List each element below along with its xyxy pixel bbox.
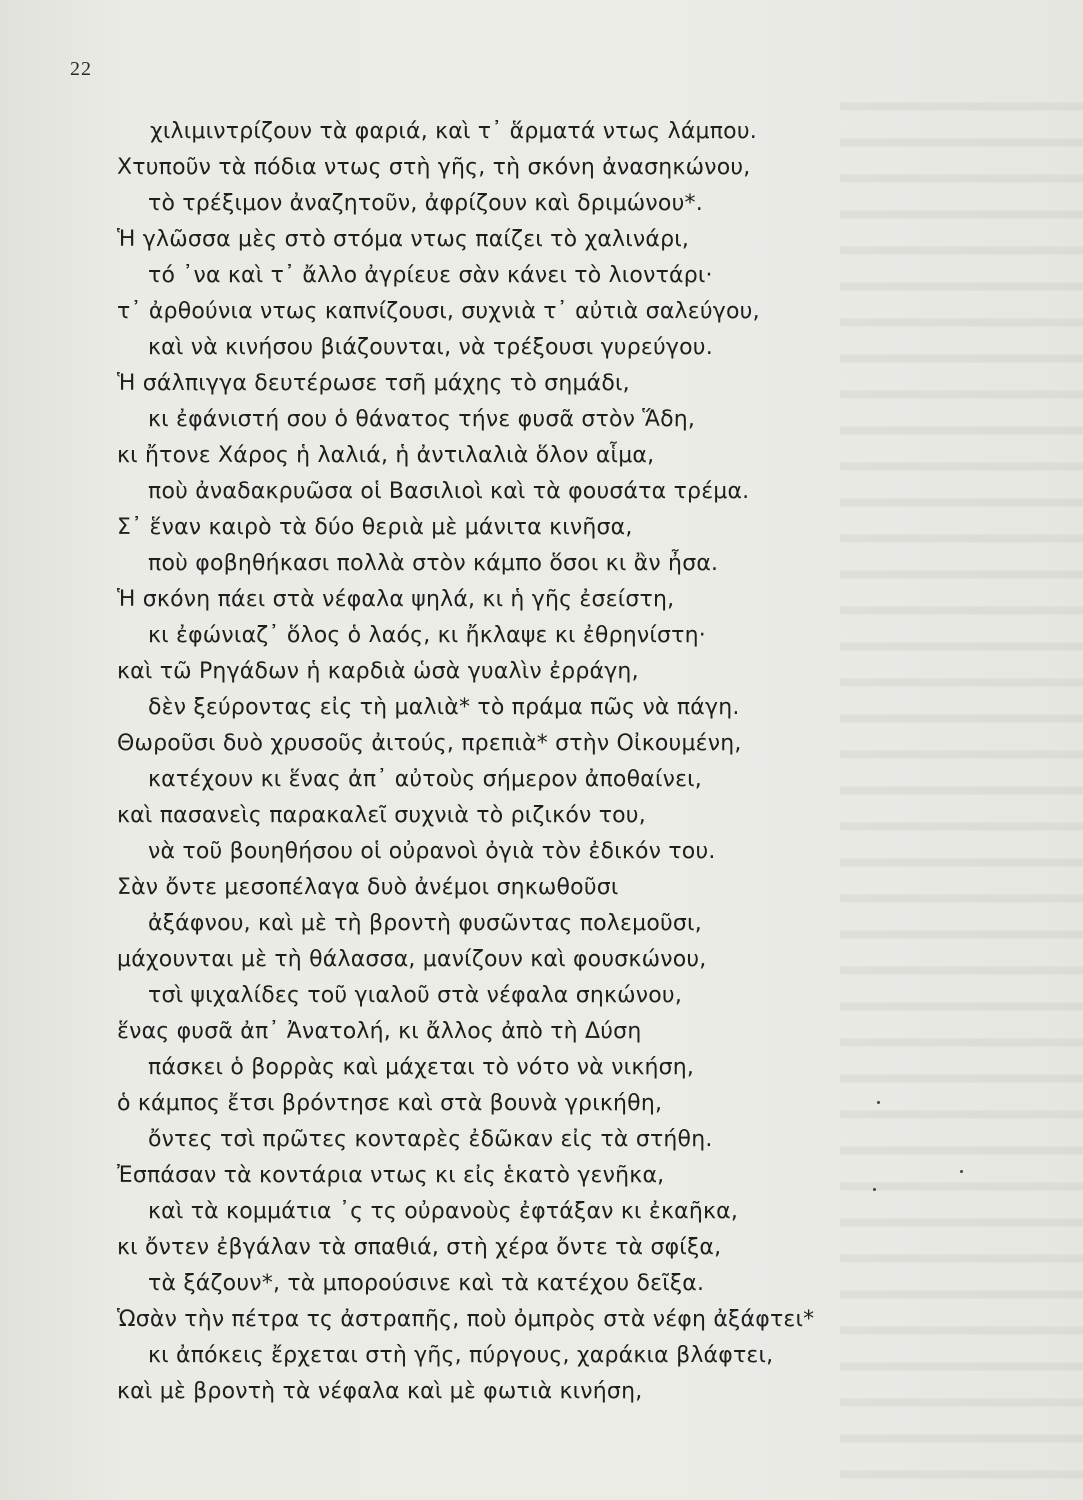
poem-line: τσὶ ψιχαλίδες τοῦ γιαλοῦ στὰ νέφαλα σηκώνου, [148, 983, 683, 1008]
poem-line: κατέχουν κι ἕνας ἀπ᾿ αὐτοὺς σήμερον ἀποθαίνει, [148, 767, 703, 792]
ink-speck [960, 1170, 963, 1173]
page-number: 22 [70, 58, 92, 80]
poem-line: τ᾿ ἀρθούνια ντως καπνίζουσι, συχνιὰ τ᾿ αὐτιὰ σαλεύγου, [117, 299, 760, 324]
poem-line: πάσκει ὁ βορρὰς καὶ μάχεται τὸ νότο νὰ νικήση, [148, 1055, 695, 1080]
poem-line: δὲν ξεύροντας εἰς τὴ μαλιὰ* τὸ πράμα πῶς νὰ πάγη. [148, 695, 740, 720]
poem-line: τὸ τρέξιμον ἀναζητοῦν, ἀφρίζουν καὶ δριμώνου*. [148, 191, 703, 216]
poem-line: κι ἐφάνιστή σου ὁ θάνατος τήνε φυσᾶ στὸν Ἅδη, [148, 407, 696, 432]
poem-line: τὰ ξάζουν*, τὰ μπορούσινε καὶ τὰ κατέχου δεῖξα. [148, 1271, 705, 1296]
poem-line: ἕνας φυσᾶ ἀπ᾿ Ἀνατολή, κι ἄλλος ἀπὸ τὴ Δύση [117, 1019, 642, 1044]
bleed-through-shadow [840, 80, 1083, 1500]
poem-line: Ἐσπάσαν τὰ κοντάρια ντως κι εἰς ἑκατὸ γενῆκα, [117, 1163, 665, 1188]
poem-line: ποὺ ἀναδακρυῶσα οἱ Βασιλιοὶ καὶ τὰ φουσάτα τρέμα. [148, 479, 750, 504]
poem-line: κι ἐφώνιαζ᾿ ὅλος ὁ λαός, κι ἤκλαψε κι ἐθρηνίστη· [148, 623, 706, 648]
poem-line: ποὺ φοβηθήκασι πολλὰ στὸν κάμπο ὅσοι κι ἂν ἦσα. [148, 551, 719, 576]
poem-line: μάχουνται μὲ τὴ θάλασσα, μανίζουν καὶ φουσκώνου, [117, 947, 707, 972]
poem-line: Χτυποῦν τὰ πόδια ντως στὴ γῆς, τὴ σκόνη ἀνασηκώνου, [117, 155, 751, 180]
poem-line: Ἡ σκόνη πάει στὰ νέφαλα ψηλά, κι ἡ γῆς ἐσείστη, [117, 587, 675, 612]
poem-line: καὶ πασανεὶς παρακαλεῖ συχνιὰ τὸ ριζικόν του, [117, 803, 646, 828]
poem-line: κι ὄντεν ἐβγάλαν τὰ σπαθιά, στὴ χέρα ὄντε τὰ σφίξα, [117, 1235, 722, 1260]
poem-line: ὁ κάμπος ἔτσι βρόντησε καὶ στὰ βουνὰ γρικήθη, [117, 1091, 663, 1116]
ink-speck [877, 1101, 880, 1104]
poem-line: καὶ μὲ βροντὴ τὰ νέφαλα καὶ μὲ φωτιὰ κινήση, [117, 1379, 643, 1404]
poem-line: τό ᾿να καὶ τ᾿ ἄλλο ἀγρίευε σὰν κάνει τὸ λιοντάρι· [148, 263, 713, 288]
poem-line: καὶ νὰ κινήσου βιάζουνται, νὰ τρέξουσι γυρεύγου. [148, 335, 713, 360]
ink-speck [873, 1188, 876, 1191]
poem-line: Ὡσὰν τὴν πέτρα τς ἀστραπῆς, ποὺ ὀμπρὸς στὰ νέφη ἀξάφτει* [117, 1307, 815, 1332]
poem-line: ἀξάφνου, καὶ μὲ τὴ βροντὴ φυσῶντας πολεμοῦσι, [148, 911, 702, 936]
poem-line: νὰ τοῦ βουηθήσου οἱ οὐρανοὶ ὀγιὰ τὸν ἐδικόν του. [148, 839, 716, 864]
poem-line: καὶ τῶ Ρηγάδων ἡ καρδιὰ ὡσὰ γυαλὶν ἐρράγη, [117, 659, 639, 684]
poem-line: Σὰν ὄντε μεσοπέλαγα δυὸ ἀνέμοι σηκωθοῦσι [117, 875, 619, 900]
poem-line: κι ἀπόκεις ἔρχεται στὴ γῆς, πύργους, χαράκια βλάφτει, [148, 1343, 774, 1368]
poem-line: Ἡ γλῶσσα μὲς στὸ στόμα ντως παίζει τὸ χαλινάρι, [117, 227, 690, 252]
poem-line: χιλιμιντρίζουν τὰ φαριά, καὶ τ᾿ ἅρματά ντως λάμπου. [150, 119, 757, 144]
poem-line: κι ἤτονε Χάρος ἡ λαλιά, ἡ ἀντιλαλιὰ ὅλον αἷμα, [117, 443, 655, 468]
poem-line: Σ᾿ ἕναν καιρὸ τὰ δύο θεριὰ μὲ μάνιτα κινῆσα, [117, 515, 633, 540]
poem-line: Θωροῦσι δυὸ χρυσοῦς ἀιτούς, πρεπιὰ* στὴν Οἰκουμένη, [117, 731, 742, 756]
poem-line: Ἡ σάλπιγγα δευτέρωσε τσῆ μάχης τὸ σημάδι, [117, 371, 630, 396]
poem-line: ὄντες τσὶ πρῶτες κονταρὲς ἐδῶκαν εἰς τὰ στήθη. [148, 1127, 713, 1152]
poem-line: καὶ τὰ κομμάτια ᾿ς τς οὐρανοὺς ἐφτάξαν κι ἐκαῆκα, [148, 1199, 739, 1224]
